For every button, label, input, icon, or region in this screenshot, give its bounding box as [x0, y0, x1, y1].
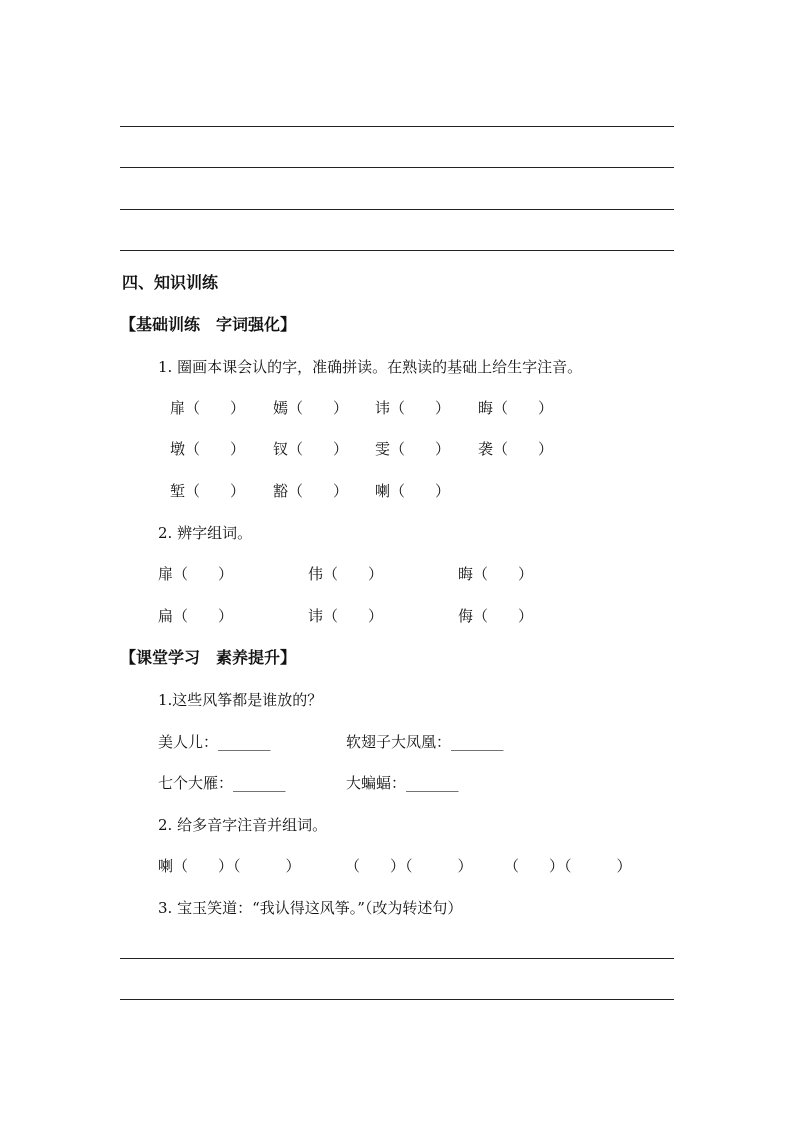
- answer-line-1: [120, 126, 674, 127]
- answer-line-4: [120, 250, 674, 251]
- char-item: 讳（ ）: [375, 399, 451, 417]
- word-item: 侮（ ）: [458, 607, 534, 625]
- kite-item: 大蝙蝠：_______: [346, 774, 459, 792]
- polyphone-prompt: 2. 给多音字注音并组词。: [158, 816, 328, 834]
- answer-line-6: [120, 999, 674, 1000]
- kite-item: 软翅子大凤凰：_______: [346, 733, 504, 751]
- polyphone-item: 喇（ ）（ ）: [158, 857, 301, 875]
- kite-q1-prompt: 1.这些风筝都是谁放的？: [158, 691, 323, 709]
- q2-prompt: 2. 辨字组词。: [158, 524, 253, 542]
- answer-line-2: [120, 167, 674, 168]
- char-item: 扉（ ）: [170, 399, 246, 417]
- q1-prompt: 1. 圈画本课会认的字，准确拼读。在熟读的基础上给生字注音。: [158, 358, 583, 376]
- kite-item: 七个大雁：_______: [158, 774, 286, 792]
- word-item: 伟（ ）: [308, 565, 384, 583]
- basic-training-heading: 【基础训练 字词强化】: [120, 315, 297, 334]
- char-item: 墩（ ）: [170, 440, 246, 458]
- word-item: 晦（ ）: [458, 565, 534, 583]
- word-item: 扉（ ）: [158, 565, 234, 583]
- kite-item: 美人儿：_______: [158, 733, 271, 751]
- char-item: 晦（ ）: [478, 399, 554, 417]
- classroom-heading: 【课堂学习 素养提升】: [120, 648, 297, 667]
- char-item: 堑（ ）: [170, 482, 246, 500]
- reported-speech-prompt: 3. 宝玉笑道：“我认得这风筝。”（改为转述句）: [158, 899, 463, 917]
- section-title: 四、知识训练: [122, 273, 219, 292]
- char-item: 喇（ ）: [375, 482, 451, 500]
- answer-line-5: [120, 958, 674, 959]
- word-item: 扁（ ）: [158, 607, 234, 625]
- word-item: 讳（ ）: [308, 607, 384, 625]
- polyphone-item: （ ）（ ）: [504, 857, 632, 875]
- char-item: 钗（ ）: [273, 440, 349, 458]
- char-item: 雯（ ）: [375, 440, 451, 458]
- polyphone-item: （ ）（ ）: [345, 857, 473, 875]
- char-item: 袭（ ）: [478, 440, 554, 458]
- char-item: 豁（ ）: [273, 482, 349, 500]
- char-item: 嫣（ ）: [273, 399, 349, 417]
- answer-line-3: [120, 209, 674, 210]
